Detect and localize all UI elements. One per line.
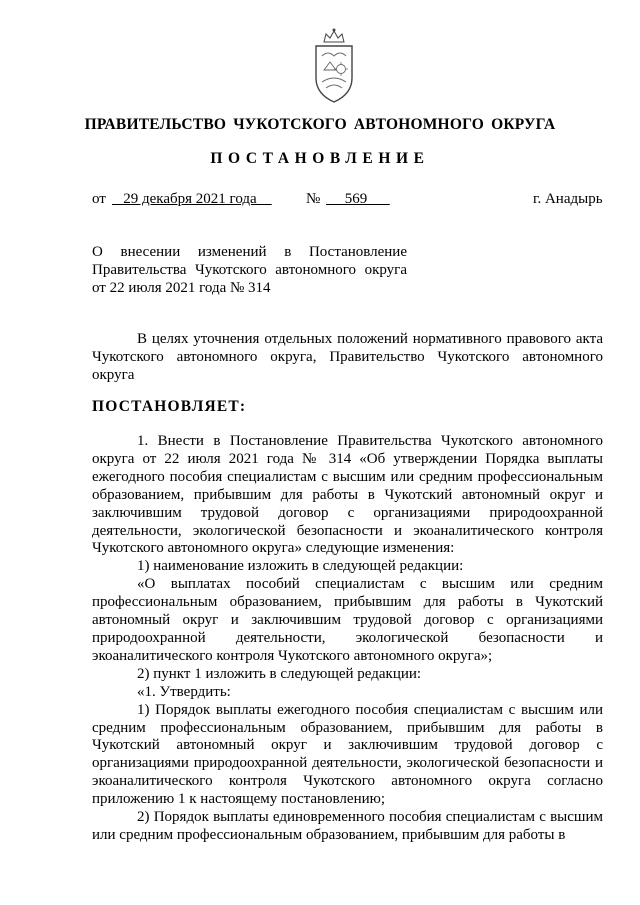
preamble [92, 330, 603, 384]
paragraph: 2) пункт 1 изложить в следующей редакции: [137, 665, 422, 682]
date-prefix: от [92, 191, 106, 207]
document-number: 569 [326, 191, 390, 207]
preamble-text: В целях уточнения отдельных положений нормативного правового акта Чукотского автономного округа, Правительство Чукотского автономного округа [92, 331, 603, 383]
number-prefix: № [306, 191, 321, 207]
paragraph: 2) Порядок выплаты единовременного пособия специалистам с высшим или средним профессиональным образованием, прибывшим для работы в [92, 809, 603, 843]
document-date: 29 декабря 2021 года [112, 191, 272, 207]
document-body [92, 433, 603, 845]
government-title: ПРАВИТЕЛЬСТВО ЧУКОТСКОГО АВТОНОМНОГО ОКРУГА [84, 116, 556, 133]
city: г. Анадырь [533, 191, 603, 207]
decree-heading: ПОСТАНОВЛЯЕТ: [92, 398, 247, 415]
chukotka-coat-of-arms-icon [308, 26, 360, 106]
paragraph: «1. Утвердить: [137, 683, 231, 700]
paragraph: 1) Порядок выплаты ежегодного пособия специалистам с высшим или средним профессиональным образованием, прибывшим для работы в Чукотский автономный округ и заключившим трудовой договор с организациями природоохранной деятельности, экологической безопасности и экоаналитического контроля Чукотского автономного округа согласно приложению 1 к настоящему постановлению; [92, 701, 603, 808]
document-subject: О внесении изменений в Постановление Правительства Чукотского автономного округа от 22 июля 2021 года № 314 [92, 244, 407, 296]
document-type: ПОСТАНОВЛЕНИЕ [210, 150, 430, 167]
paragraph: «О выплатах пособий специалистам с высшим или средним профессиональным образованием, прибывшим для работы в Чукотский автономный округ и заключившим трудовой договор с организациями природоохранной деятельности, экологической безопасности и экоаналитического контроля Чукотского автономного округа»; [92, 576, 603, 664]
paragraph: 1. Внести в Постановление Правительства Чукотского автономного округа от 22 июля 2021 года № 314 «Об утверждении Порядка выплаты ежегодного пособия специалистам с высшим или средним профессиональным образованием, прибывшим для работы в Чукотский автономный округ и заключившим трудовой договор с организациями природоохранной деятельности, экологической безопасности и экоаналитического контроля Чукотского автономного округа» следующие изменения: [92, 433, 603, 557]
paragraph: 1) наименование изложить в следующей редакции: [137, 558, 464, 575]
